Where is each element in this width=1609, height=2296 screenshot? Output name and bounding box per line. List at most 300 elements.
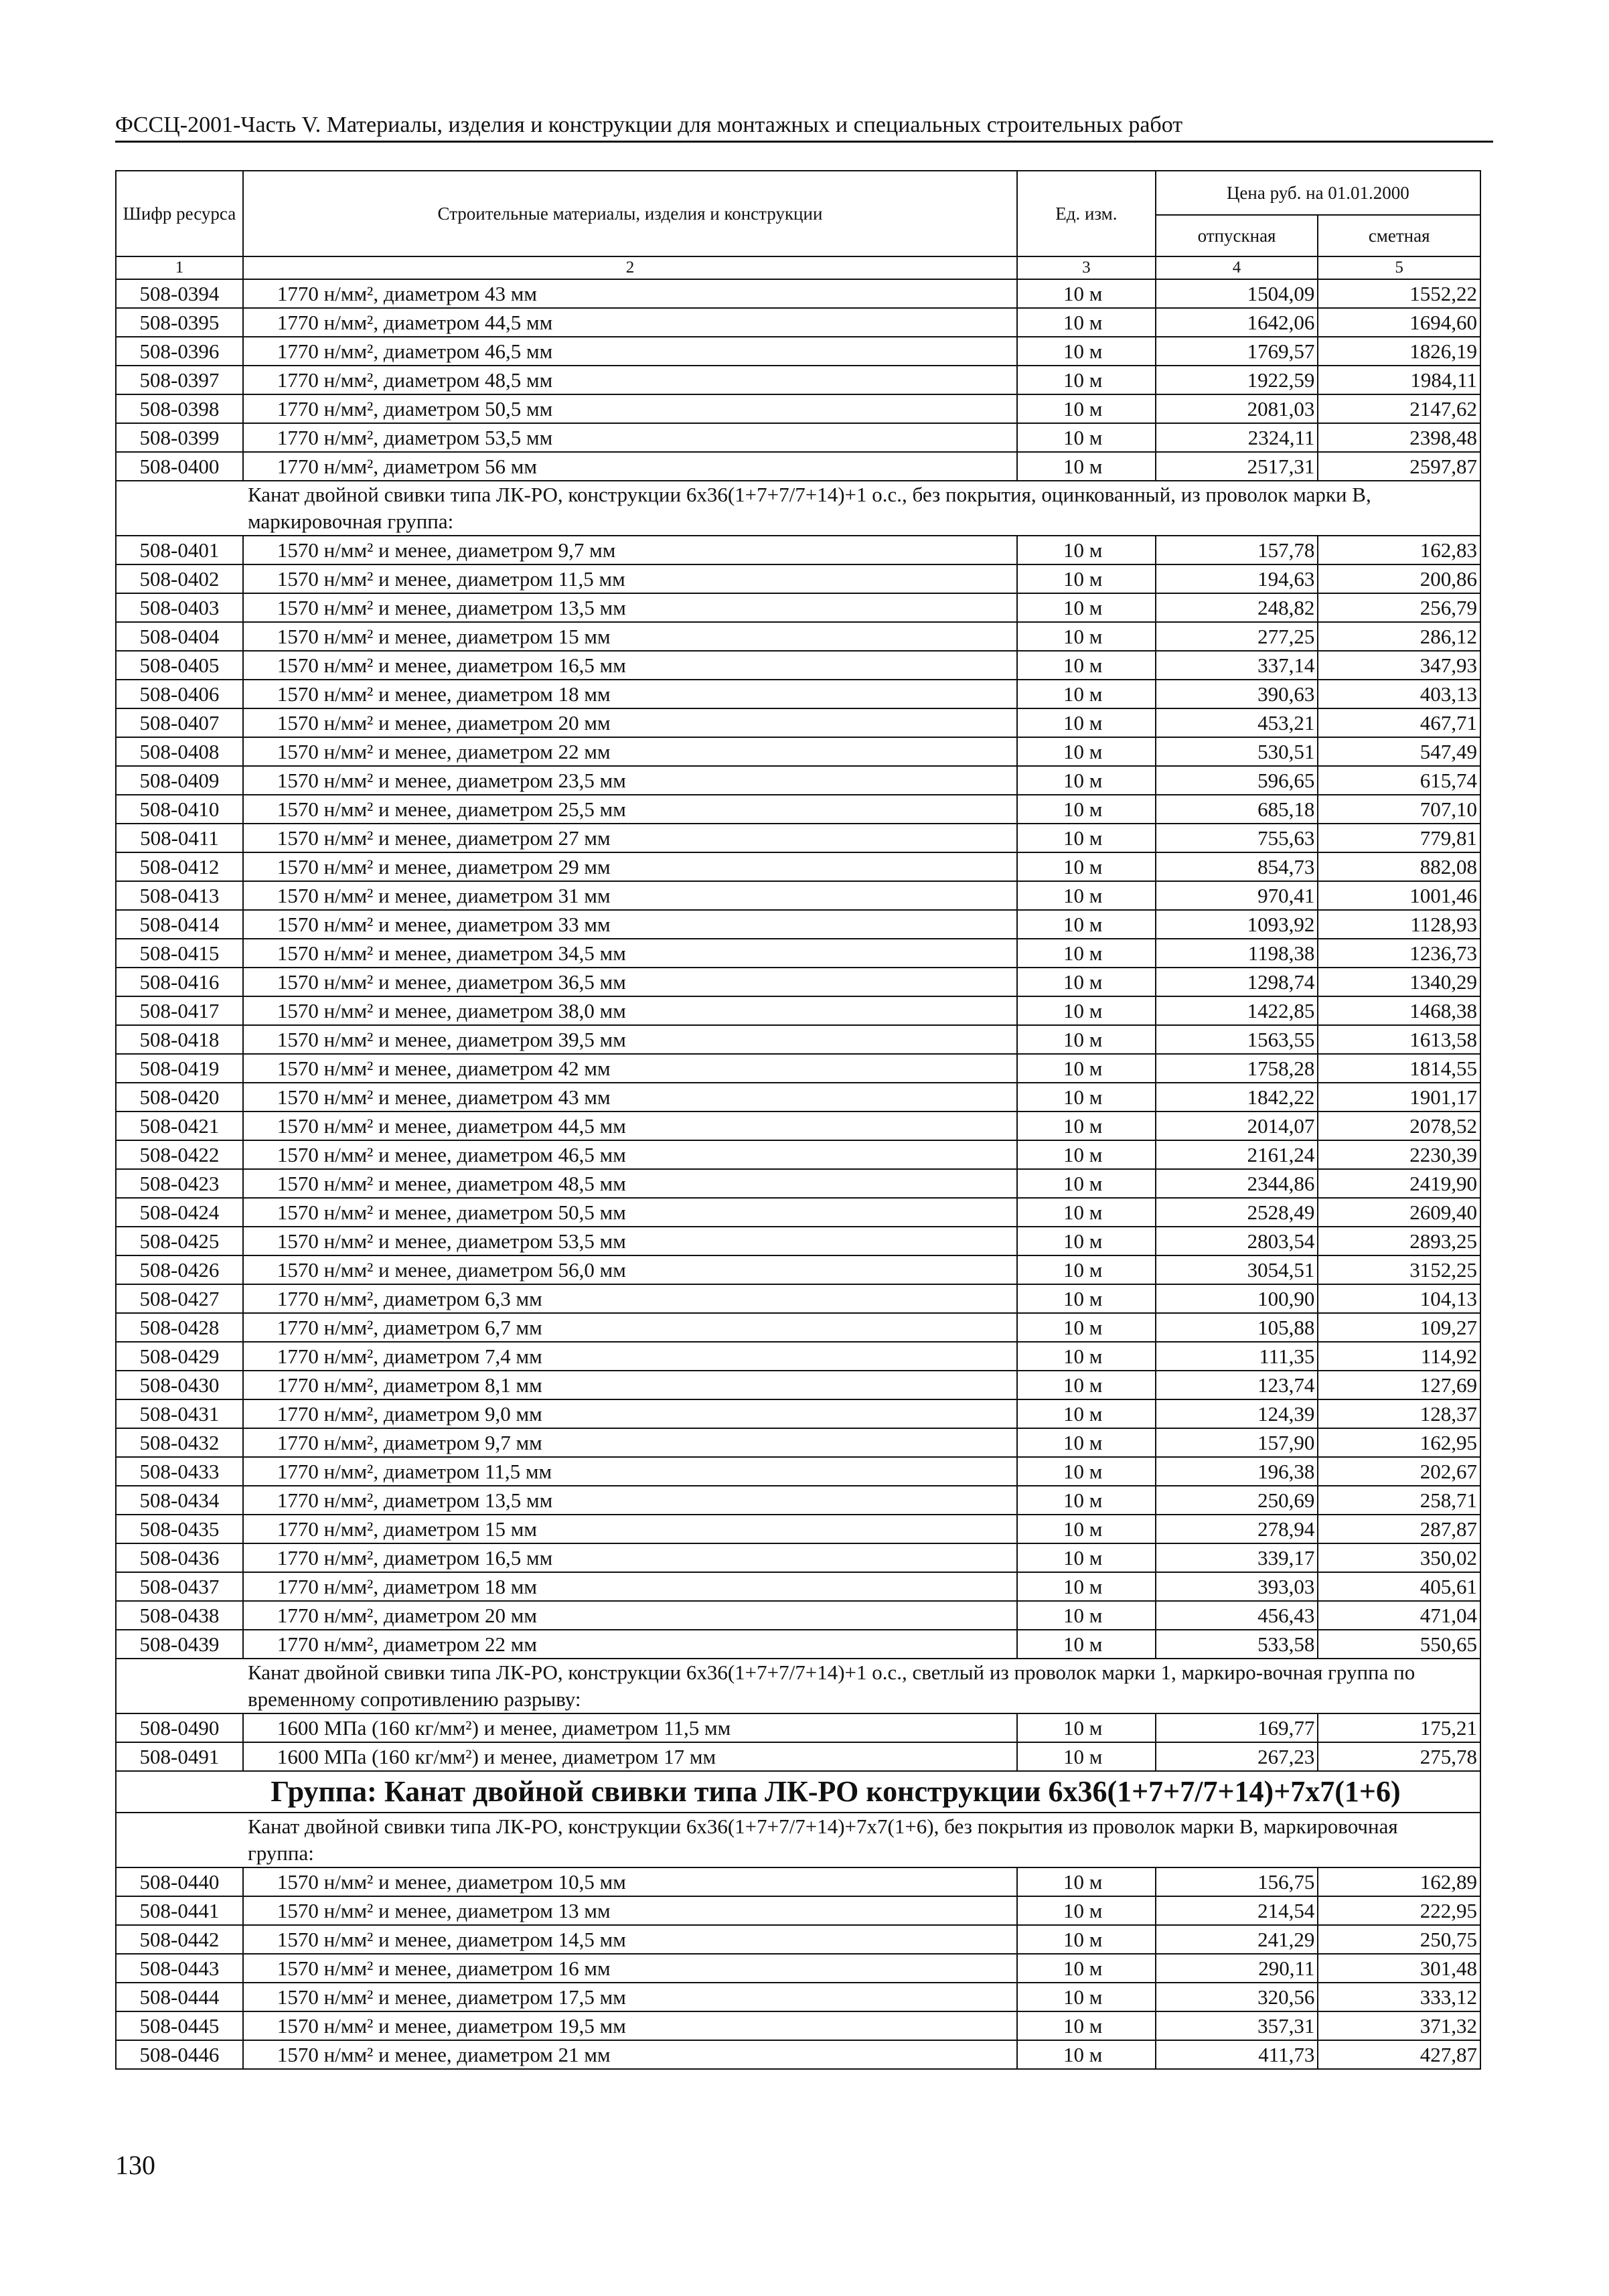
resource-code: 508-0414 [116,910,243,939]
release-price: 248,82 [1156,593,1318,622]
resource-code: 508-0416 [116,968,243,996]
resource-code: 508-0409 [116,766,243,795]
table-row [116,1601,1480,1630]
release-price: 755,63 [1156,824,1318,852]
col-number: 2 [243,256,1017,279]
header-unit: Ед. изм. [1017,171,1156,256]
unit-cell: 10 м [1017,1140,1156,1169]
table-row [116,1742,1480,1771]
estimate-price: 127,69 [1318,1371,1480,1399]
resource-code: 508-0400 [116,452,243,481]
release-price: 2517,31 [1156,452,1318,481]
resource-code: 508-0434 [116,1486,243,1515]
estimate-price: 2078,52 [1318,1112,1480,1140]
item-description: 1770 н/мм², диаметром 50,5 мм [243,394,1017,423]
estimate-price: 347,93 [1318,651,1480,680]
resource-code: 508-0405 [116,651,243,680]
table-row [116,337,1480,366]
release-price: 453,21 [1156,708,1318,737]
estimate-price: 109,27 [1318,1313,1480,1342]
header-name: Строительные материалы, изделия и конструкции [243,171,1017,256]
estimate-price: 467,71 [1318,708,1480,737]
item-description: 1770 н/мм², диаметром 46,5 мм [243,337,1017,366]
item-description: 1770 н/мм², диаметром 20 мм [243,1601,1017,1630]
item-description: 1570 н/мм² и менее, диаметром 34,5 мм [243,939,1017,968]
resource-code: 508-0401 [116,536,243,564]
resource-code: 508-0421 [116,1112,243,1140]
section-note: Канат двойной свивки типа ЛК-РО, конструкции 6х36(1+7+7/7+14)+7х7(1+6), без покрытия из проволок марки В, маркировочная группа: [116,1813,1480,1867]
item-description: 1570 н/мм² и менее, диаметром 31 мм [243,881,1017,910]
unit-cell: 10 м [1017,452,1156,481]
unit-cell: 10 м [1017,1054,1156,1083]
release-price: 2324,11 [1156,423,1318,452]
note-row [116,1659,1480,1713]
resource-code: 508-0445 [116,2011,243,2040]
table-row [116,1342,1480,1371]
resource-code: 508-0404 [116,622,243,651]
item-description: 1570 н/мм² и менее, диаметром 29 мм [243,852,1017,881]
unit-cell: 10 м [1017,1572,1156,1601]
release-price: 2528,49 [1156,1198,1318,1227]
unit-cell: 10 м [1017,366,1156,394]
table-row [116,1255,1480,1284]
unit-cell: 10 м [1017,680,1156,708]
item-description: 1570 н/мм² и менее, диаметром 23,5 мм [243,766,1017,795]
group-row [116,1771,1480,1813]
unit-cell: 10 м [1017,2011,1156,2040]
estimate-price: 114,92 [1318,1342,1480,1371]
release-price: 2014,07 [1156,1112,1318,1140]
item-description: 1570 н/мм² и менее, диаметром 9,7 мм [243,536,1017,564]
unit-cell: 10 м [1017,910,1156,939]
table-row [116,996,1480,1025]
item-description: 1570 н/мм² и менее, диаметром 56,0 мм [243,1255,1017,1284]
release-price: 456,43 [1156,1601,1318,1630]
table-row [116,1983,1480,2011]
item-description: 1570 н/мм² и менее, диаметром 50,5 мм [243,1198,1017,1227]
release-price: 196,38 [1156,1457,1318,1486]
table-row [116,1572,1480,1601]
table-row [116,968,1480,996]
release-price: 854,73 [1156,852,1318,881]
table-row [116,1954,1480,1983]
unit-cell: 10 м [1017,2040,1156,2069]
item-description: 1570 н/мм² и менее, диаметром 53,5 мм [243,1227,1017,1255]
table-row [116,622,1480,651]
release-price: 1198,38 [1156,939,1318,968]
table-row [116,1313,1480,1342]
unit-cell: 10 м [1017,1601,1156,1630]
resource-code: 508-0413 [116,881,243,910]
unit-cell: 10 м [1017,1954,1156,1983]
estimate-price: 222,95 [1318,1896,1480,1925]
item-description: 1770 н/мм², диаметром 9,0 мм [243,1399,1017,1428]
unit-cell: 10 м [1017,1399,1156,1428]
estimate-price: 403,13 [1318,680,1480,708]
resource-code: 508-0423 [116,1169,243,1198]
release-price: 169,77 [1156,1713,1318,1742]
unit-cell: 10 м [1017,1543,1156,1572]
estimate-price: 350,02 [1318,1543,1480,1572]
unit-cell: 10 м [1017,308,1156,337]
header-price-estimate: сметная [1318,215,1480,256]
unit-cell: 10 м [1017,337,1156,366]
table-row [116,1140,1480,1169]
estimate-price: 162,89 [1318,1867,1480,1896]
release-price: 533,58 [1156,1630,1318,1659]
resource-code: 508-0433 [116,1457,243,1486]
item-description: 1570 н/мм² и менее, диаметром 13,5 мм [243,593,1017,622]
resource-code: 508-0410 [116,795,243,824]
estimate-price: 2893,25 [1318,1227,1480,1255]
release-price: 1422,85 [1156,996,1318,1025]
unit-cell: 10 м [1017,1515,1156,1543]
resource-code: 508-0422 [116,1140,243,1169]
estimate-price: 2597,87 [1318,452,1480,481]
release-price: 277,25 [1156,622,1318,651]
resource-code: 508-0441 [116,1896,243,1925]
item-description: 1770 н/мм², диаметром 53,5 мм [243,423,1017,452]
item-description: 1770 н/мм², диаметром 48,5 мм [243,366,1017,394]
release-price: 685,18 [1156,795,1318,824]
item-description: 1570 н/мм² и менее, диаметром 19,5 мм [243,2011,1017,2040]
item-description: 1770 н/мм², диаметром 9,7 мм [243,1428,1017,1457]
unit-cell: 10 м [1017,564,1156,593]
unit-cell: 10 м [1017,939,1156,968]
release-price: 411,73 [1156,2040,1318,2069]
unit-cell: 10 м [1017,394,1156,423]
header-price-group: Цена руб. на 01.01.2000 [1156,171,1480,215]
note-row [116,481,1480,536]
table-row [116,1025,1480,1054]
estimate-price: 286,12 [1318,622,1480,651]
estimate-price: 1814,55 [1318,1054,1480,1083]
estimate-price: 2147,62 [1318,394,1480,423]
table-body [116,279,1480,2069]
estimate-price: 250,75 [1318,1925,1480,1954]
release-price: 1769,57 [1156,337,1318,366]
item-description: 1770 н/мм², диаметром 22 мм [243,1630,1017,1659]
item-description: 1570 н/мм² и менее, диаметром 20 мм [243,708,1017,737]
table-row [116,1486,1480,1515]
resource-code: 508-0429 [116,1342,243,1371]
release-price: 111,35 [1156,1342,1318,1371]
estimate-price: 275,78 [1318,1742,1480,1771]
item-description: 1570 н/мм² и менее, диаметром 11,5 мм [243,564,1017,593]
resource-code: 508-0443 [116,1954,243,1983]
resource-code: 508-0425 [116,1227,243,1255]
resource-code: 508-0418 [116,1025,243,1054]
estimate-price: 1901,17 [1318,1083,1480,1112]
item-description: 1570 н/мм² и менее, диаметром 25,5 мм [243,795,1017,824]
unit-cell: 10 м [1017,1198,1156,1227]
resource-code: 508-0415 [116,939,243,968]
table-row [116,910,1480,939]
release-price: 2081,03 [1156,394,1318,423]
release-price: 278,94 [1156,1515,1318,1543]
table-row [116,795,1480,824]
table-row [116,452,1480,481]
release-price: 214,54 [1156,1896,1318,1925]
estimate-price: 550,65 [1318,1630,1480,1659]
release-price: 290,11 [1156,1954,1318,1983]
estimate-price: 1001,46 [1318,881,1480,910]
release-price: 320,56 [1156,1983,1318,2011]
resource-code: 508-0419 [116,1054,243,1083]
unit-cell: 10 м [1017,1486,1156,1515]
release-price: 267,23 [1156,1742,1318,1771]
estimate-price: 2398,48 [1318,423,1480,452]
item-description: 1570 н/мм² и менее, диаметром 42 мм [243,1054,1017,1083]
estimate-price: 301,48 [1318,1954,1480,1983]
unit-cell: 10 м [1017,766,1156,795]
estimate-price: 128,37 [1318,1399,1480,1428]
table-row [116,2040,1480,2069]
resource-code: 508-0426 [116,1255,243,1284]
resource-code: 508-0402 [116,564,243,593]
item-description: 1770 н/мм², диаметром 8,1 мм [243,1371,1017,1399]
unit-cell: 10 м [1017,1227,1156,1255]
estimate-price: 1613,58 [1318,1025,1480,1054]
table-row [116,1083,1480,1112]
table-row [116,852,1480,881]
item-description: 1570 н/мм² и менее, диаметром 15 мм [243,622,1017,651]
resource-code: 508-0446 [116,2040,243,2069]
resource-code: 508-0490 [116,1713,243,1742]
release-price: 123,74 [1156,1371,1318,1399]
estimate-price: 2230,39 [1318,1140,1480,1169]
item-description: 1570 н/мм² и менее, диаметром 27 мм [243,824,1017,852]
note-row [116,1813,1480,1867]
resource-code: 508-0408 [116,737,243,766]
unit-cell: 10 м [1017,651,1156,680]
estimate-price: 175,21 [1318,1713,1480,1742]
col-number: 1 [116,256,243,279]
page-header: ФССЦ-2001-Часть V. Материалы, изделия и конструкции для монтажных и специальных строительных работ [115,111,1493,143]
table-row [116,708,1480,737]
release-price: 1298,74 [1156,968,1318,996]
release-price: 1758,28 [1156,1054,1318,1083]
estimate-price: 104,13 [1318,1284,1480,1313]
release-price: 157,90 [1156,1428,1318,1457]
resource-code: 508-0398 [116,394,243,423]
unit-cell: 10 м [1017,1896,1156,1925]
table-row [116,394,1480,423]
table-row [116,1515,1480,1543]
table-row [116,1428,1480,1457]
unit-cell: 10 м [1017,1169,1156,1198]
release-price: 156,75 [1156,1867,1318,1896]
table-row [116,1630,1480,1659]
table-row [116,824,1480,852]
item-description: 1570 н/мм² и менее, диаметром 43 мм [243,1083,1017,1112]
release-price: 596,65 [1156,766,1318,795]
estimate-price: 1128,93 [1318,910,1480,939]
section-note: Канат двойной свивки типа ЛК-РО, конструкции 6х36(1+7+7/7+14)+1 о.с., светлый из проволок марки 1, маркиро-вочная группа по временному сопротивлению разрыву: [116,1659,1480,1713]
item-description: 1570 н/мм² и менее, диаметром 39,5 мм [243,1025,1017,1054]
unit-cell: 10 м [1017,279,1156,308]
table-row [116,2011,1480,2040]
table-row [116,423,1480,452]
resource-code: 508-0394 [116,279,243,308]
unit-cell: 10 м [1017,852,1156,881]
unit-cell: 10 м [1017,1428,1156,1457]
item-description: 1570 н/мм² и менее, диаметром 33 мм [243,910,1017,939]
resource-code: 508-0412 [116,852,243,881]
table-row [116,564,1480,593]
unit-cell: 10 м [1017,622,1156,651]
item-description: 1570 н/мм² и менее, диаметром 46,5 мм [243,1140,1017,1169]
item-description: 1570 н/мм² и менее, диаметром 38,0 мм [243,996,1017,1025]
release-price: 2161,24 [1156,1140,1318,1169]
estimate-price: 256,79 [1318,593,1480,622]
item-description: 1600 МПа (160 кг/мм²) и менее, диаметром 17 мм [243,1742,1017,1771]
item-description: 1570 н/мм² и менее, диаметром 36,5 мм [243,968,1017,996]
resource-code: 508-0491 [116,1742,243,1771]
table-row [116,1054,1480,1083]
table-row [116,1399,1480,1428]
resource-code: 508-0424 [116,1198,243,1227]
resource-code: 508-0440 [116,1867,243,1896]
estimate-price: 258,71 [1318,1486,1480,1515]
table-row [116,1227,1480,1255]
estimate-price: 615,74 [1318,766,1480,795]
item-description: 1600 МПа (160 кг/мм²) и менее, диаметром 11,5 мм [243,1713,1017,1742]
item-description: 1570 н/мм² и менее, диаметром 21 мм [243,2040,1017,2069]
release-price: 357,31 [1156,2011,1318,2040]
release-price: 530,51 [1156,737,1318,766]
header-price-release: отпускная [1156,215,1318,256]
release-price: 1922,59 [1156,366,1318,394]
release-price: 970,41 [1156,881,1318,910]
release-price: 390,63 [1156,680,1318,708]
resource-code: 508-0430 [116,1371,243,1399]
table-row [116,366,1480,394]
unit-cell: 10 м [1017,1083,1156,1112]
item-description: 1770 н/мм², диаметром 56 мм [243,452,1017,481]
col-number: 5 [1318,256,1480,279]
release-price: 1842,22 [1156,1083,1318,1112]
table-row [116,766,1480,795]
estimate-price: 1694,60 [1318,308,1480,337]
estimate-price: 162,83 [1318,536,1480,564]
resource-code: 508-0411 [116,824,243,852]
resource-code: 508-0432 [116,1428,243,1457]
release-price: 241,29 [1156,1925,1318,1954]
estimate-price: 2419,90 [1318,1169,1480,1198]
estimate-price: 1984,11 [1318,366,1480,394]
item-description: 1570 н/мм² и менее, диаметром 14,5 мм [243,1925,1017,1954]
item-description: 1570 н/мм² и менее, диаметром 44,5 мм [243,1112,1017,1140]
estimate-price: 162,95 [1318,1428,1480,1457]
table-row [116,737,1480,766]
item-description: 1770 н/мм², диаметром 6,3 мм [243,1284,1017,1313]
unit-cell: 10 м [1017,423,1156,452]
table-row [116,651,1480,680]
release-price: 1504,09 [1156,279,1318,308]
unit-cell: 10 м [1017,1284,1156,1313]
release-price: 105,88 [1156,1313,1318,1342]
resource-code: 508-0420 [116,1083,243,1112]
table-row [116,1925,1480,1954]
price-table [115,170,1481,2070]
unit-cell: 10 м [1017,1742,1156,1771]
unit-cell: 10 м [1017,1713,1156,1742]
estimate-price: 1236,73 [1318,939,1480,968]
resource-code: 508-0435 [116,1515,243,1543]
release-price: 339,17 [1156,1543,1318,1572]
col-number: 3 [1017,256,1156,279]
unit-cell: 10 м [1017,1313,1156,1342]
unit-cell: 10 м [1017,1342,1156,1371]
estimate-price: 779,81 [1318,824,1480,852]
table-row [116,1867,1480,1896]
item-description: 1770 н/мм², диаметром 16,5 мм [243,1543,1017,1572]
item-description: 1570 н/мм² и менее, диаметром 10,5 мм [243,1867,1017,1896]
unit-cell: 10 м [1017,968,1156,996]
item-description: 1570 н/мм² и менее, диаметром 17,5 мм [243,1983,1017,2011]
col-number: 4 [1156,256,1318,279]
item-description: 1570 н/мм² и менее, диаметром 16,5 мм [243,651,1017,680]
table-row [116,308,1480,337]
resource-code: 508-0395 [116,308,243,337]
table-row [116,1896,1480,1925]
unit-cell: 10 м [1017,1371,1156,1399]
estimate-price: 547,49 [1318,737,1480,766]
resource-code: 508-0403 [116,593,243,622]
item-description: 1570 н/мм² и менее, диаметром 48,5 мм [243,1169,1017,1198]
resource-code: 508-0397 [116,366,243,394]
table-row [116,1713,1480,1742]
item-description: 1570 н/мм² и менее, диаметром 18 мм [243,680,1017,708]
estimate-price: 2609,40 [1318,1198,1480,1227]
unit-cell: 10 м [1017,1925,1156,1954]
resource-code: 508-0444 [116,1983,243,2011]
unit-cell: 10 м [1017,881,1156,910]
unit-cell: 10 м [1017,1630,1156,1659]
table-row [116,1371,1480,1399]
resource-code: 508-0438 [116,1601,243,1630]
table-row [116,881,1480,910]
release-price: 194,63 [1156,564,1318,593]
table-row [116,1112,1480,1140]
item-description: 1770 н/мм², диаметром 13,5 мм [243,1486,1017,1515]
resource-code: 508-0396 [116,337,243,366]
resource-code: 508-0399 [116,423,243,452]
estimate-price: 1468,38 [1318,996,1480,1025]
item-description: 1770 н/мм², диаметром 6,7 мм [243,1313,1017,1342]
table-row [116,1284,1480,1313]
release-price: 393,03 [1156,1572,1318,1601]
resource-code: 508-0431 [116,1399,243,1428]
unit-cell: 10 м [1017,708,1156,737]
table-row [116,1457,1480,1486]
estimate-price: 371,32 [1318,2011,1480,2040]
resource-code: 508-0428 [116,1313,243,1342]
estimate-price: 202,67 [1318,1457,1480,1486]
estimate-price: 427,87 [1318,2040,1480,2069]
table-row [116,1543,1480,1572]
estimate-price: 471,04 [1318,1601,1480,1630]
page-number: 130 [115,2150,155,2180]
release-price: 124,39 [1156,1399,1318,1428]
item-description: 1770 н/мм², диаметром 43 мм [243,279,1017,308]
unit-cell: 10 м [1017,996,1156,1025]
release-price: 100,90 [1156,1284,1318,1313]
release-price: 250,69 [1156,1486,1318,1515]
item-description: 1770 н/мм², диаметром 15 мм [243,1515,1017,1543]
estimate-price: 200,86 [1318,564,1480,593]
